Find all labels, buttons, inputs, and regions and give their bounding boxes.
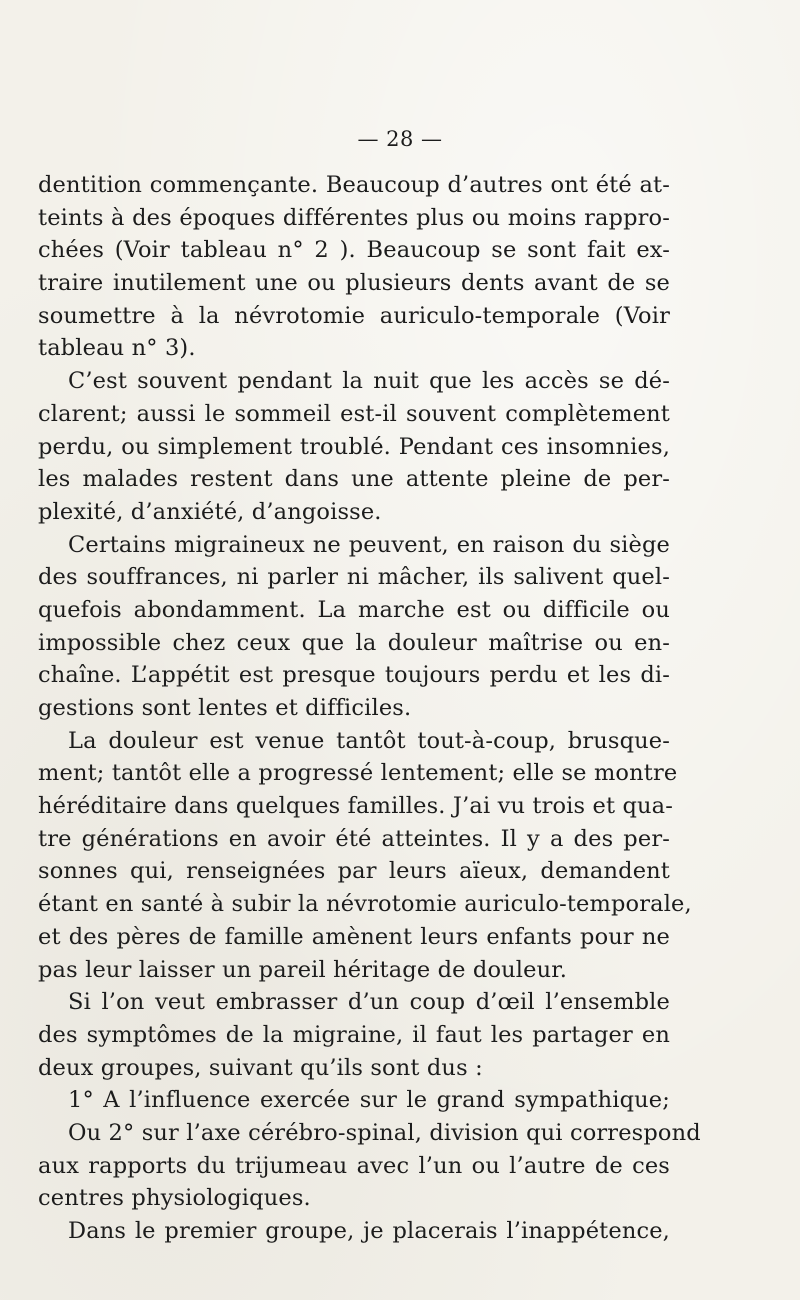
text-line: sonnes qui, renseignées par leurs aïeux, demandent [38, 858, 670, 885]
text-line: tableau n° 3). [38, 335, 196, 362]
text-line: impossible chez ceux que la douleur maîtrise ou en- [38, 629, 670, 656]
text-line: ment; tantôt elle a progressé lentement; elle se montre [38, 760, 678, 787]
text-line: quefois abondamment. La marche est ou difficile ou [38, 596, 670, 623]
text-line: chaîne. L’appétit est presque toujours perdu et les di- [38, 662, 670, 689]
body-text [38, 169, 701, 1248]
text-line: Ou 2° sur l’axe cérébro-spinal, division qui correspond [68, 1119, 701, 1146]
text-line: centres physiologiques. [38, 1185, 311, 1212]
text-line: Si l’on veut embrasser d’un coup d’œil l’ensemble [68, 989, 670, 1016]
page-number: — 28 — [357, 127, 443, 151]
text-line: La douleur est venue tantôt tout-à-coup, brusque- [68, 727, 670, 754]
text-line: traire inutilement une ou plusieurs dents avant de se [38, 270, 670, 297]
text-line: aux rapports du trijumeau avec l’un ou l’autre de ces [38, 1152, 670, 1179]
text-line: les malades restent dans une attente pleine de per- [38, 466, 670, 493]
text-line: chées (Voir tableau n° 2 ). Beaucoup se sont fait ex- [38, 237, 670, 264]
text-line: soumettre à la névrotomie auriculo-temporale (Voir [38, 302, 670, 329]
text-line: Certains migraineux ne peuvent, en raison du siège [68, 531, 670, 558]
text-line: tre générations en avoir été atteintes. Il y a des per- [38, 825, 670, 852]
text-line: plexité, d’anxiété, d’angoisse. [38, 498, 382, 525]
text-line: étant en santé à subir la névrotomie auriculo-temporale, [38, 891, 692, 918]
text-line: C’est souvent pendant la nuit que les accès se dé- [68, 368, 670, 395]
text-line: héréditaire dans quelques familles. J’ai vu trois et qua- [38, 793, 674, 820]
text-line: gestions sont lentes et difficiles. [38, 695, 412, 721]
text-line: 1° A l’influence exercée sur le grand sympathique; [68, 1087, 670, 1114]
text-line: clarent; aussi le sommeil est-il souvent complètement [38, 400, 670, 427]
text-line: dentition commençante. Beaucoup d’autres ont été at- [38, 172, 670, 198]
text-line: perdu, ou simplement troublé. Pendant ces insomnies, [38, 433, 670, 460]
text-line: des symptômes de la migraine, il faut les partager en [38, 1021, 670, 1048]
text-line: et des pères de famille amènent leurs enfants pour ne [38, 923, 670, 950]
text-line: Dans le premier groupe, je placerais l’inappétence, [68, 1218, 670, 1244]
text-line: pas leur laisser un pareil héritage de douleur. [38, 956, 567, 983]
text-line: des souffrances, ni parler ni mâcher, ils salivent quel- [38, 564, 670, 591]
text-line: teints à des époques différentes plus ou moins rappro- [38, 204, 670, 231]
text-line: deux groupes, suivant qu’ils sont dus : [38, 1054, 483, 1081]
